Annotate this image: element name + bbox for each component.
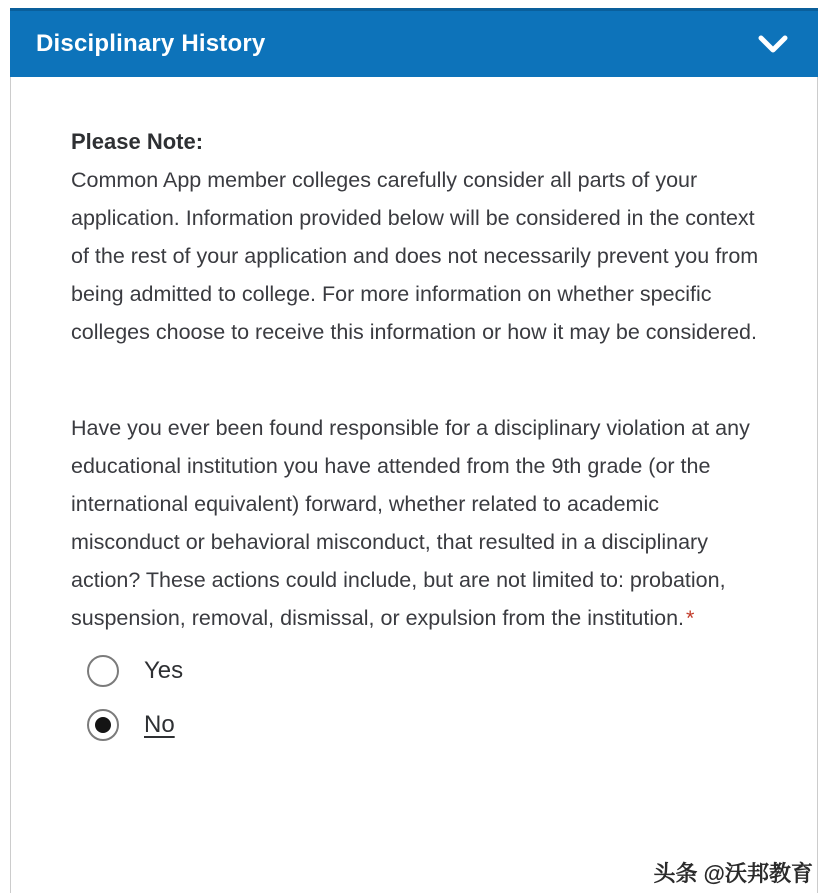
watermark-brand: 头条 [653,861,698,886]
radio-dot [95,717,111,733]
note-heading: Please Note: [71,129,204,154]
watermark [654,857,813,888]
section-title: Disciplinary History [36,30,266,57]
question-text [71,409,761,637]
chevron-down-icon[interactable] [756,32,790,56]
disciplinary-history-section [10,8,818,893]
question-body: Have you ever been found responsible for a disciplinary violation at any educational institution you have attended from the 9th grade (or the international equivalent) forward, whether related to academic misconduct or behavioral misconduct, that resulted in a disciplinary action? These actions could include, but are not limited to: probation, suspension, removal, dismissal, or expulsion from the institution. [71,416,750,630]
radio-selected-icon[interactable] [87,709,119,741]
radio-label-no[interactable]: No [144,711,175,738]
section-panel [10,77,818,893]
note-body: Common App member colleges carefully consider all parts of your application. Information provided below will be considered in the context of the rest of your application and does not necessarily prevent you from being admitted to college. For more information on whether specific colleges choose to receive this information or how it may be considered. [71,168,759,344]
radio-option-yes[interactable] [87,655,761,687]
watermark-handle: @沃邦教育 [703,861,813,886]
radio-label-yes[interactable]: Yes [144,657,184,684]
section-header[interactable] [10,8,818,77]
radio-option-no[interactable] [87,709,761,741]
required-asterisk: * [686,606,695,630]
radio-unselected-icon[interactable] [87,655,119,687]
